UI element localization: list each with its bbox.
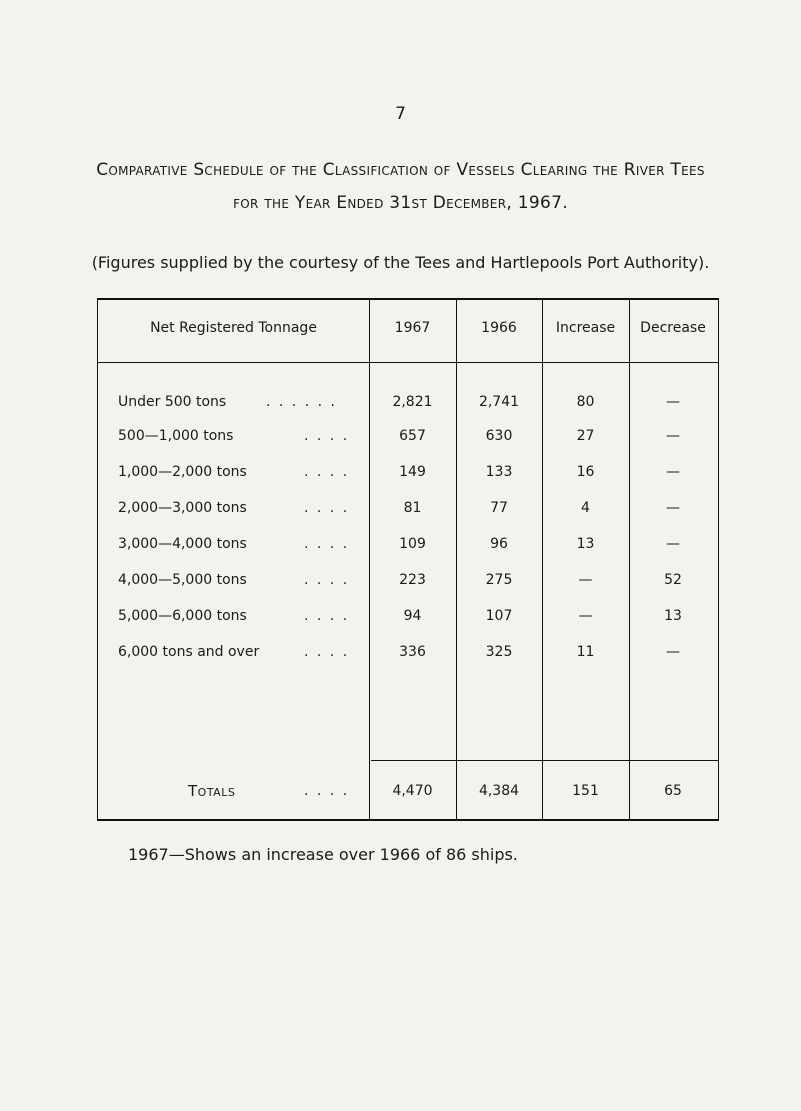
cell-increase: 13 bbox=[576, 536, 595, 552]
cell-decrease: 52 bbox=[664, 572, 682, 588]
header-decrease: Decrease bbox=[640, 320, 706, 336]
column-divider bbox=[369, 300, 370, 819]
footer-note: 1967—Shows an increase over 1966 of 86 ships. bbox=[128, 845, 518, 864]
cell-decrease: 13 bbox=[664, 608, 682, 624]
cell-increase: 11 bbox=[576, 644, 595, 660]
cell-1967: 657 bbox=[399, 428, 426, 444]
cell-decrease: — bbox=[666, 500, 680, 516]
totals-label: Totals bbox=[188, 782, 236, 800]
row-label: 6,000 tons and over bbox=[118, 644, 260, 660]
cell-decrease: — bbox=[666, 644, 680, 660]
cell-1966: 77 bbox=[490, 500, 508, 516]
leader-dots: . . . . bbox=[304, 783, 350, 799]
row-label: 1,000—2,000 tons bbox=[118, 464, 247, 480]
cell-increase: — bbox=[578, 572, 593, 588]
row-label: 2,000—3,000 tons bbox=[118, 500, 247, 516]
row-label: 5,000—6,000 tons bbox=[118, 608, 247, 624]
cell-increase: 80 bbox=[576, 394, 595, 410]
header-rule bbox=[98, 362, 718, 363]
cell-1967: 94 bbox=[403, 608, 422, 624]
cell-1967: 223 bbox=[399, 572, 426, 588]
source-note: (Figures supplied by the courtesy of the Tees and Hartlepools Port Authority). bbox=[91, 253, 710, 272]
cell-decrease: — bbox=[666, 394, 680, 410]
cell-increase: 27 bbox=[576, 428, 595, 444]
cell-1966: 630 bbox=[485, 428, 513, 444]
column-divider bbox=[542, 300, 543, 819]
vessel-classification-table bbox=[97, 298, 719, 821]
row-label: 3,000—4,000 tons bbox=[118, 536, 247, 552]
leader-dots: . . . . bbox=[304, 536, 350, 552]
leader-dots: . . . . bbox=[304, 464, 350, 480]
cell-1967: 2,821 bbox=[392, 394, 433, 410]
title-line-2: for the Year Ended 31st December, 1967. bbox=[233, 193, 568, 213]
leader-dots: . . . . bbox=[304, 428, 350, 444]
header-1966: 1966 bbox=[481, 320, 517, 336]
cell-increase: 4 bbox=[581, 500, 590, 516]
cell-1967: 109 bbox=[399, 536, 426, 552]
leader-dots: . . . . bbox=[304, 644, 350, 660]
total-increase: 151 bbox=[572, 783, 599, 799]
cell-1967: 81 bbox=[403, 500, 422, 516]
total-1967: 4,470 bbox=[392, 783, 433, 799]
row-label: 500—1,000 tons bbox=[118, 428, 234, 444]
leader-dots: . . . . bbox=[304, 572, 350, 588]
title-line-1: Comparative Schedule of the Classification of Vessels Clearing the River Tees bbox=[96, 160, 705, 180]
cell-decrease: — bbox=[666, 428, 680, 444]
cell-1966: 96 bbox=[490, 536, 508, 552]
total-1966: 4,384 bbox=[478, 783, 520, 799]
cell-decrease: — bbox=[666, 536, 680, 552]
cell-1966: 133 bbox=[485, 464, 513, 480]
cell-1967: 149 bbox=[399, 464, 426, 480]
header-1967: 1967 bbox=[394, 320, 431, 336]
column-divider bbox=[456, 300, 457, 819]
header-increase: Increase bbox=[555, 320, 616, 336]
row-label: Under 500 tons bbox=[118, 394, 227, 410]
cell-1967: 336 bbox=[399, 644, 426, 660]
leader-dots: . . . . bbox=[304, 500, 350, 516]
leader-dots: . . . . . . bbox=[266, 394, 337, 410]
leader-dots: . . . . bbox=[304, 608, 350, 624]
totals-rule bbox=[371, 760, 718, 761]
row-label: 4,000—5,000 tons bbox=[118, 572, 247, 588]
column-divider bbox=[629, 300, 630, 819]
cell-1966: 275 bbox=[485, 572, 513, 588]
cell-increase: — bbox=[578, 608, 593, 624]
cell-increase: 16 bbox=[576, 464, 595, 480]
cell-1966: 2,741 bbox=[478, 394, 520, 410]
cell-1966: 107 bbox=[485, 608, 513, 624]
cell-decrease: — bbox=[666, 464, 680, 480]
header-net-registered-tonnage: Net Registered Tonnage bbox=[150, 320, 317, 336]
cell-1966: 325 bbox=[485, 644, 513, 660]
page-number: 7 bbox=[395, 104, 406, 124]
total-decrease: 65 bbox=[664, 783, 682, 799]
